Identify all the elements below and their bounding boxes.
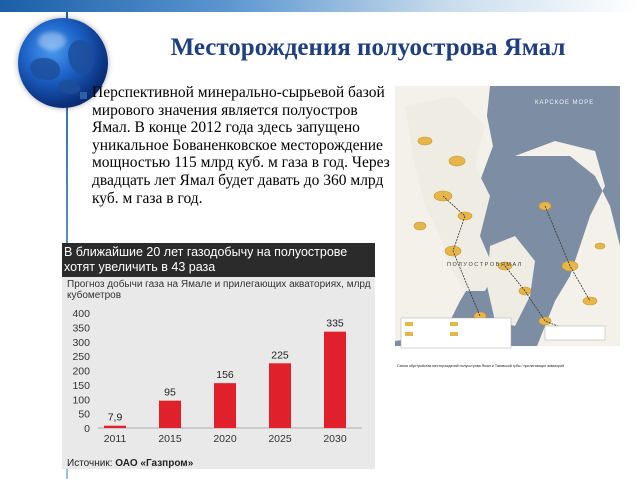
top-gradient-bar — [0, 0, 640, 12]
y-tick-label: 250 — [72, 351, 90, 364]
x-tick-label: 2020 — [213, 433, 237, 445]
y-tick-label: 350 — [72, 322, 90, 335]
bullet-marker — [80, 92, 87, 99]
y-tick-label: 50 — [78, 408, 90, 421]
y-tick-label: 0 — [84, 423, 90, 435]
gas-production-chart — [62, 243, 375, 469]
bar-2011 — [104, 426, 126, 428]
chart-source — [67, 458, 193, 469]
y-tick-label: 300 — [72, 336, 90, 349]
y-tick-label: 200 — [72, 365, 90, 378]
bar-value-label: 335 — [326, 317, 344, 330]
y-tick-label: 100 — [72, 394, 90, 407]
y-tick-label: 400 — [72, 308, 90, 320]
chart-source-name: ОАО «Газпром» — [115, 458, 194, 469]
bar-value-label: 156 — [216, 369, 234, 382]
bar-value-label: 225 — [271, 349, 289, 362]
slide-paragraph: Перспективной минерально-сырьевой базой мирового значения является полуостров Ямал. В конце 2012 года здесь запущено уникальное Бованенковское месторождение мощностью 115 млрд куб. м газа в год. Через двадцать лет Ямал будет давать до 360 млрд куб. м газа в год. — [92, 84, 390, 207]
y-tick-label: 150 — [72, 379, 90, 392]
bar-2015 — [159, 401, 181, 428]
bar-2020 — [214, 383, 236, 428]
bar-value-label: 95 — [164, 386, 176, 399]
x-tick-label: 2015 — [158, 433, 182, 445]
bar-value-label: 7,9 — [107, 411, 123, 424]
chart-subtitle: Прогноз добычи газа на Ямале и прилегающих акваториях, млрд кубометров — [67, 279, 371, 301]
map-caption: Схема обустройства месторождений полуострова Ямал и Тазовской губы / прилегающих акваторий — [397, 364, 565, 368]
slide-title: Месторождения полуострова Ямал — [170, 34, 566, 61]
map-sea-label: КАРСКОЕ МОРЕ — [535, 100, 595, 106]
chart-headline: В ближайшие 20 лет газодобычу на полуострове хотят увеличить в 43 раза — [62, 243, 375, 277]
x-tick-label: 2025 — [268, 433, 292, 445]
chart-source-prefix: Источник: — [67, 458, 113, 469]
x-tick-label: 2030 — [323, 433, 347, 445]
bar-2030 — [324, 332, 346, 428]
bar-2025 — [269, 363, 291, 428]
x-tick-label: 2011 — [103, 433, 127, 445]
map-peninsula-label: П О Л У О С Т Р О В Я М А Л — [447, 262, 522, 268]
yamal-map-image — [395, 86, 620, 376]
chart-plot — [62, 243, 375, 469]
